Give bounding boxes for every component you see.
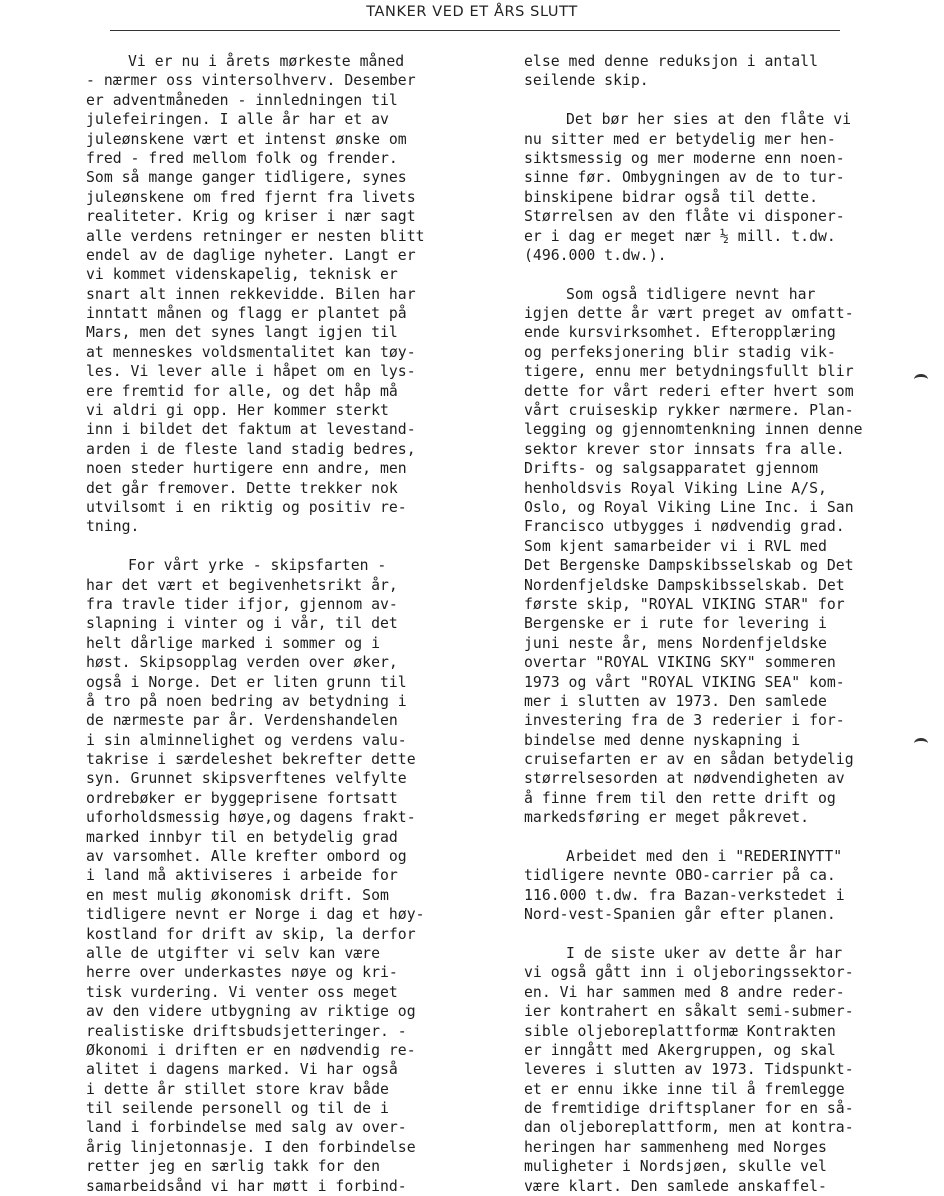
text-line: utvilsomt i en riktig og positiv re- (86, 498, 407, 516)
text-line: også i Norge. Det er liten grunn til (86, 673, 407, 691)
text-line: Vi er nu i årets mørkeste måned (128, 53, 405, 70)
text-line: en mest mulig økonomisk drift. Som (86, 886, 389, 904)
text-line: Arbeidet med den i "REDERINYTT" (566, 848, 843, 866)
text-line: inntatt månen og flagg er plantet på (86, 305, 407, 323)
text-line: takrise i særdeleshet bekrefter dette (86, 751, 416, 769)
text-line: er adventmåneden - innledningen til (86, 91, 398, 109)
text-line: sible oljeboreplattformæ Kontrakten (524, 1022, 836, 1040)
margin-mark (914, 738, 928, 749)
text-line: vi kommet videnskapelig, teknisk er (86, 266, 398, 284)
text-line: er inngått med Akergruppen, og skal (524, 1041, 836, 1059)
paragraph (524, 944, 884, 1196)
text-line: av varsomhet. Alle krefter ombord og (86, 848, 407, 866)
header-rule (110, 30, 840, 31)
text-line: tidligere nevnt er Norge i dag et høy- (86, 906, 425, 924)
text-line: noen steder hurtigere enn andre, men (86, 460, 407, 478)
text-line: det går fremover. Dette trekker nok (86, 479, 398, 497)
text-line: endel av de daglige nyheter. Langt er (86, 246, 416, 264)
text-line: kostland for drift av skip, la derfor (86, 925, 416, 943)
right-column (524, 52, 884, 1196)
text-line: retter jeg en særlig takk for den (86, 1158, 380, 1176)
paragraph (524, 110, 884, 265)
text-line: julefeiringen. I alle år har et av (86, 111, 389, 129)
text-line: inn i bildet det faktum at levestand- (86, 421, 416, 439)
text-line: Bergenske er i rute for levering i (524, 615, 827, 633)
text-line: 1973 og vårt "ROYAL VIKING SEA" kom- (524, 673, 845, 691)
text-line: alle verdens retninger er nesten blitt (86, 227, 425, 245)
text-line: vi også gått inn i oljeboringssektor- (524, 964, 854, 982)
text-line: vi aldri gi opp. Her kommer sterkt (86, 402, 389, 420)
text-line: juleønskene om fred fjernt fra livets (86, 188, 416, 206)
paragraph (524, 847, 884, 925)
page-header: TANKER VED ET ÅRS SLUTT (366, 4, 578, 20)
text-line: Nord-vest-Spanien går efter planen. (524, 906, 836, 924)
text-line: Som kjent samarbeider vi i RVL med (524, 537, 827, 555)
text-line: igjen dette år vært preget av omfatt- (524, 305, 854, 323)
text-line: legging og gjennomtenkning innen denne (524, 421, 863, 439)
text-line: leveres i slutten av 1973. Tidspunkt- (524, 1061, 854, 1079)
text-line: å tro på noen bedring av betydning i (86, 692, 407, 710)
text-line: har det vært et begivenhetsrikt år, (86, 576, 398, 594)
text-line: realiteter. Krig og kriser i nær sagt (86, 208, 416, 226)
text-line: i land må aktiviseres i arbeide for (86, 867, 398, 885)
text-line: les. Vi lever alle i håpet om en lys- (86, 363, 416, 381)
text-line: Som så mange ganger tidligere, synes (86, 169, 407, 187)
text-line: marked innbyr til en betydelig grad (86, 828, 398, 846)
left-column (86, 52, 462, 1196)
text-line: dette for vårt rederi efter hvert som (524, 382, 854, 400)
text-line: slapning i vinter og i vår, til det (86, 615, 398, 633)
text-line: nu sitter med er betydelig mer hen- (524, 130, 836, 148)
text-line: Som også tidligere nevnt har (566, 285, 816, 303)
text-line: Størrelsen av den flåte vi disponer- (524, 208, 845, 226)
text-line: å finne frem til den rette drift og (524, 789, 836, 807)
text-line: uforholdsmessig høye,og dagens frakt- (86, 809, 416, 827)
text-line: størrelsesorden at nødvendigheten av (524, 770, 845, 788)
text-line: til seilende personell og til de i (86, 1100, 389, 1118)
paragraph (524, 52, 884, 91)
text-line: tidligere nevnte OBO-carrier på ca. (524, 867, 836, 885)
text-line: markedsføring er meget påkrevet. (524, 809, 810, 827)
text-line: (496.000 t.dw.). (524, 246, 667, 264)
text-line: fred - fred mellom folk og frender. (86, 149, 398, 167)
text-line: bindelse med denne nyskapning i (524, 731, 801, 749)
text-line: realistiske driftsbudsjetteringer. - (86, 1022, 407, 1040)
text-line: sektor krever stor innsats fra alle. (524, 440, 845, 458)
text-line: land i forbindelse med salg av over- (86, 1119, 407, 1137)
text-line: I de siste uker av dette år har (566, 944, 843, 962)
text-line: tigere, ennu mer betydningsfullt blir (524, 363, 854, 381)
text-line: av den videre utbygning av riktige og (86, 1003, 416, 1021)
text-line: muligheter i Nordsjøen, skulle vel (524, 1158, 827, 1176)
text-line: ende kursvirksomhet. Efteropplæring (524, 324, 836, 342)
text-line: herre over underkastes nøye og kri- (86, 964, 398, 982)
text-line: Økonomi i driften er en nødvendig re- (86, 1041, 416, 1059)
text-line: syn. Grunnet skipsverftenes velfylte (86, 770, 407, 788)
paragraph (524, 285, 884, 828)
text-line: er i dag er meget nær ½ mill. t.dw. (524, 227, 836, 245)
text-line: mer i slutten av 1973. Den samlede (524, 692, 827, 710)
text-line: i dette år stillet store krav både (86, 1080, 389, 1098)
text-line: seilende skip. (524, 72, 649, 90)
text-line: alitet i dagens marked. Vi har også (86, 1061, 398, 1079)
text-line: Francisco utbygges i nødvendig grad. (524, 518, 845, 536)
text-line: samarbeidsånd vi har møtt i forbind- (86, 1177, 407, 1195)
text-line: et er ennu ikke inne til å fremlegge (524, 1080, 845, 1098)
text-line: første skip, "ROYAL VIKING STAR" for (524, 595, 845, 613)
paragraph (86, 52, 462, 537)
text-line: i sin alminnelighet og verdens valu- (86, 731, 407, 749)
text-line: årig linjetonnasje. I den forbindelse (86, 1138, 416, 1156)
text-line: Det Bergenske Dampskibsselskab og Det (524, 557, 854, 575)
text-line: - nærmer oss vintersolhverv. Desember (86, 72, 416, 90)
text-line: Oslo, og Royal Viking Line Inc. i San (524, 498, 854, 516)
text-line: de nærmeste par år. Verdenshandelen (86, 712, 398, 730)
text-line: høst. Skipsopplag verden over øker, (86, 654, 398, 672)
text-line: vårt cruiseskip rykker nærmere. Plan- (524, 402, 854, 420)
text-line: siktsmessig og mer moderne enn noen- (524, 149, 845, 167)
text-line: være klart. Den samlede anskaffel- (524, 1177, 827, 1195)
text-line: heringen har sammenheng med Norges (524, 1138, 827, 1156)
text-line: tning. (86, 518, 140, 536)
text-line: helt dårlige marked i sommer og i (86, 634, 380, 652)
text-line: ere fremtid for alle, og det håp må (86, 382, 398, 400)
text-line: sinne før. Ombygningen av de to tur- (524, 169, 845, 187)
text-line: arden i de fleste land stadig bedres, (86, 440, 416, 458)
text-line: Mars, men det synes langt igjen til (86, 324, 398, 342)
text-line: fra travle tider ifjor, gjennom av- (86, 595, 398, 613)
text-line: Det bør her sies at den flåte vi (566, 111, 852, 129)
text-line: henholdsvis Royal Viking Line A/S, (524, 479, 827, 497)
text-line: juni neste år, mens Nordenfjeldske (524, 634, 827, 652)
text-line: tisk vurdering. Vi venter oss meget (86, 983, 398, 1001)
text-line: alle de utgifter vi selv kan være (86, 944, 380, 962)
text-line: ier kontrahert en såkalt semi-submer- (524, 1003, 854, 1021)
text-line: binskipene bidrar også til dette. (524, 188, 818, 206)
text-line: investering fra de 3 rederier i for- (524, 712, 845, 730)
text-line: cruisefarten er av en sådan betydelig (524, 751, 854, 769)
text-line: juleønskene vært et intenst ønske om (86, 130, 407, 148)
text-line: en. Vi har sammen med 8 andre reder- (524, 983, 845, 1001)
text-line: og perfeksjonering blir stadig vik- (524, 343, 836, 361)
text-line: For vårt yrke - skipsfarten - (128, 557, 387, 575)
text-line: 116.000 t.dw. fra Bazan-verkstedet i (524, 886, 845, 904)
text-line: at menneskes voldsmentalitet kan tøy- (86, 343, 416, 361)
text-line: Drifts- og salgsapparatet gjennom (524, 460, 818, 478)
text-line: Nordenfjeldske Dampskibsselskab. Det (524, 576, 845, 594)
text-line: snart alt innen rekkevidde. Bilen har (86, 285, 416, 303)
paragraph (86, 556, 462, 1196)
text-line: overtar "ROYAL VIKING SKY" sommeren (524, 654, 836, 672)
text-line: else med denne reduksjon i antall (524, 53, 818, 70)
margin-mark (914, 374, 928, 385)
text-line: de fremtidige driftsplaner for en så- (524, 1100, 854, 1118)
text-line: dan oljeboreplattform, men at kontra- (524, 1119, 854, 1137)
text-line: ordrebøker er byggeprisene fortsatt (86, 789, 398, 807)
